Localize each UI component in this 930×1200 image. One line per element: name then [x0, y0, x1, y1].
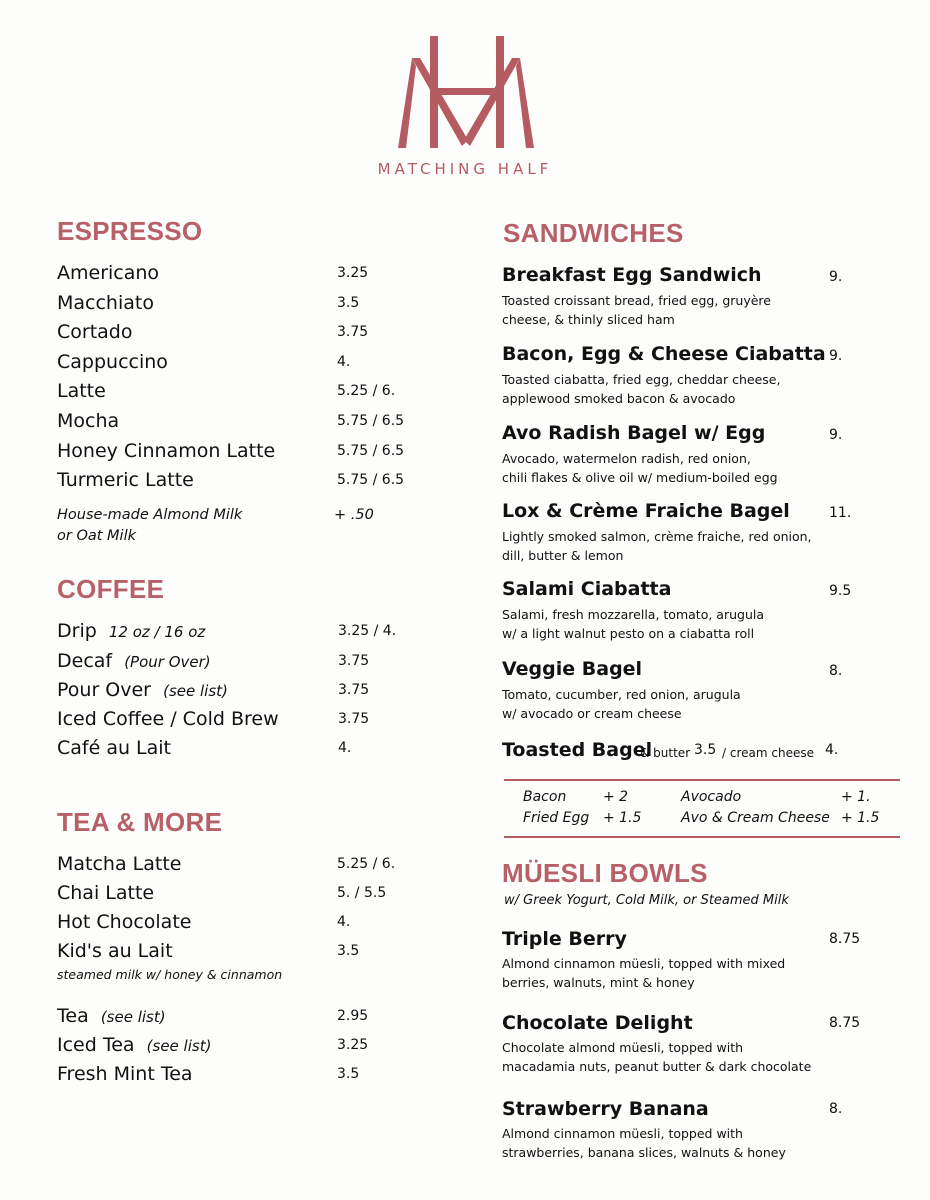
addon-divider-top — [504, 779, 900, 781]
item-price: 8. — [829, 663, 843, 679]
toasted-bagel-butter-price: 3.5 — [694, 742, 717, 758]
item-name: Bacon, Egg & Cheese Ciabatta — [502, 343, 826, 365]
brand-name: MATCHING HALF — [377, 160, 553, 178]
item-name: Breakfast Egg Sandwich — [502, 264, 762, 286]
item-description — [502, 291, 832, 329]
item-description — [502, 527, 832, 565]
sandwiches-heading: SANDWICHES — [503, 218, 684, 248]
item-name-text: Hot Chocolate — [57, 911, 192, 933]
item-price: 3.5 — [337, 295, 360, 311]
item-price: 5.75 / 6.5 — [337, 472, 405, 488]
item-name: Lox & Crème Fraiche Bagel — [502, 500, 790, 522]
item-name: Americano — [57, 262, 160, 284]
item-name: Honey Cinnamon Latte — [57, 440, 276, 462]
item-name-text: Café au Lait — [57, 737, 172, 759]
item-name-text: Drip — [57, 620, 97, 642]
item-name: Veggie Bagel — [502, 658, 643, 680]
matching-half-logo — [398, 36, 534, 152]
espresso-heading: ESPRESSO — [57, 216, 203, 246]
item-name: Strawberry Banana — [502, 1098, 709, 1120]
item-name-text: Iced Tea — [57, 1034, 135, 1056]
item-description-line: w/ a light walnut pesto on a ciabatta roll — [502, 626, 755, 641]
item-sub: (Pour Over) — [124, 653, 211, 671]
item-description-line: Almond cinnamon müesli, topped with mixed — [502, 956, 786, 971]
item-name — [57, 708, 279, 730]
addon-price: + 1.5 — [841, 810, 880, 826]
item-description-line: strawberries, banana slices, walnuts & honey — [502, 1145, 786, 1160]
item-description-line: dill, butter & lemon — [502, 548, 624, 563]
item-price: 8.75 — [829, 1015, 861, 1031]
item-name — [57, 940, 173, 962]
item-name-text: Decaf — [57, 650, 113, 672]
item-description — [502, 370, 832, 408]
item-name: Chocolate Delight — [502, 1012, 693, 1034]
item-price: 9.5 — [829, 583, 852, 599]
item-description-line: Tomato, cucumber, red onion, arugula — [502, 687, 741, 702]
item-name: Macchiato — [57, 292, 154, 314]
item-description-line: Avocado, watermelon radish, red onion, — [502, 451, 751, 466]
item-description — [502, 449, 832, 487]
milk-note-line-1: House-made Almond Milk — [57, 507, 243, 523]
addon-price: + 2 — [603, 789, 629, 805]
item-price: 3.75 — [337, 324, 369, 340]
item-description-line: berries, walnuts, mint & honey — [502, 975, 695, 990]
addon-price: + 1. — [841, 789, 871, 805]
muesli-heading: MÜESLI BOWLS — [502, 858, 708, 888]
item-price: 8.75 — [829, 931, 861, 947]
milk-note — [57, 505, 242, 547]
item-price: 3.25 — [337, 1037, 369, 1053]
addon-price: + 1.5 — [603, 810, 642, 826]
toasted-bagel-name: Toasted Bagel — [502, 739, 653, 761]
item-name — [57, 679, 228, 701]
coffee-heading: COFFEE — [57, 574, 165, 604]
item-description-line: Lightly smoked salmon, crème fraiche, red onion, — [502, 529, 812, 544]
item-name-text: Chai Latte — [57, 882, 155, 904]
item-name-text: Kid's au Lait — [57, 940, 173, 962]
item-name: Cappuccino — [57, 351, 168, 373]
item-description — [502, 605, 832, 643]
item-price: 4. — [337, 354, 351, 370]
item-price: 3.25 — [337, 265, 369, 281]
item-price: 5.75 / 6.5 — [337, 443, 405, 459]
item-name: Latte — [57, 380, 106, 402]
item-name — [57, 1063, 193, 1085]
item-description-line: Salami, fresh mozzarella, tomato, arugula — [502, 607, 764, 622]
item-price: 8. — [829, 1101, 843, 1117]
item-name — [57, 911, 191, 933]
item-price: 3.75 — [338, 682, 370, 698]
item-name: Salami Ciabatta — [502, 578, 672, 600]
item-description-line: macadamia nuts, peanut butter & dark chocolate — [502, 1059, 812, 1074]
item-description-line: cheese, & thinly sliced ham — [502, 312, 675, 327]
milk-note-line-2: or Oat Milk — [57, 528, 136, 544]
item-description — [502, 685, 832, 723]
milk-price: + .50 — [334, 507, 374, 523]
item-name-text: Fresh Mint Tea — [57, 1063, 193, 1085]
toasted-bagel-butter: & butter — [640, 746, 691, 760]
item-name: Cortado — [57, 321, 133, 343]
item-name: Turmeric Latte — [57, 469, 194, 491]
addon-name: Avo & Cream Cheese — [681, 810, 830, 826]
addon-divider-bottom — [504, 836, 900, 838]
item-price: 9. — [829, 427, 843, 443]
item-description — [502, 1124, 832, 1162]
item-sub: 12 oz / 16 oz — [108, 623, 206, 641]
item-name — [57, 1034, 211, 1056]
addon-name: Bacon — [523, 789, 567, 805]
item-price: 5. / 5.5 — [337, 885, 387, 901]
addon-name: Fried Egg — [523, 810, 590, 826]
item-price: 2.95 — [337, 1008, 369, 1024]
item-price: 3.5 — [337, 1066, 360, 1082]
item-sub: (see list) — [163, 682, 228, 700]
item-price: 4. — [337, 914, 351, 930]
item-price: 3.5 — [337, 943, 360, 959]
item-sub: (see list) — [146, 1037, 212, 1055]
item-name — [57, 620, 205, 642]
item-price: 4. — [338, 740, 352, 756]
item-name-text: Iced Coffee / Cold Brew — [57, 708, 279, 730]
item-description — [502, 1038, 832, 1076]
item-price: 5.25 / 6. — [337, 383, 396, 399]
item-description-line: Almond cinnamon müesli, topped with — [502, 1126, 743, 1141]
item-price: 3.25 / 4. — [338, 623, 397, 639]
item-name: Triple Berry — [502, 928, 627, 950]
item-price: 3.75 — [338, 711, 370, 727]
item-price: 5.25 / 6. — [337, 856, 396, 872]
item-price: 3.75 — [338, 653, 370, 669]
item-name — [57, 882, 154, 904]
item-name-text: Pour Over — [57, 679, 151, 701]
muesli-subtitle: w/ Greek Yogurt, Cold Milk, or Steamed Milk — [504, 893, 789, 908]
item-name — [57, 1005, 166, 1027]
item-description-line: applewood smoked bacon & avocado — [502, 391, 736, 406]
addon-name: Avocado — [681, 789, 742, 805]
item-name — [57, 853, 181, 875]
item-description-line: Toasted ciabatta, fried egg, cheddar cheese, — [502, 372, 781, 387]
item-price: 11. — [829, 505, 852, 521]
item-description-line: Toasted croissant bread, fried egg, gruyère — [502, 293, 771, 308]
item-name-text: Matcha Latte — [57, 853, 182, 875]
item-description-line: Chocolate almond müesli, topped with — [502, 1040, 744, 1055]
item-sub: (see list) — [100, 1008, 166, 1026]
item-price: 5.75 / 6.5 — [337, 413, 405, 429]
item-price: 9. — [829, 269, 843, 285]
kids-note: steamed milk w/ honey & cinnamon — [57, 967, 283, 982]
item-name: Mocha — [57, 410, 120, 432]
toasted-bagel-price: 4. — [825, 742, 839, 758]
item-description-line: w/ avocado or cream cheese — [502, 706, 682, 721]
item-name-text: Tea — [57, 1005, 89, 1027]
item-name: Avo Radish Bagel w/ Egg — [502, 422, 766, 444]
toasted-bagel-cream: / cream cheese — [722, 746, 814, 760]
item-name — [57, 737, 171, 759]
tea-heading: TEA & MORE — [57, 807, 223, 837]
item-name — [57, 650, 211, 672]
item-description-line: chili flakes & olive oil w/ medium-boiled egg — [502, 470, 778, 485]
item-price: 9. — [829, 348, 843, 364]
item-description — [502, 954, 832, 992]
